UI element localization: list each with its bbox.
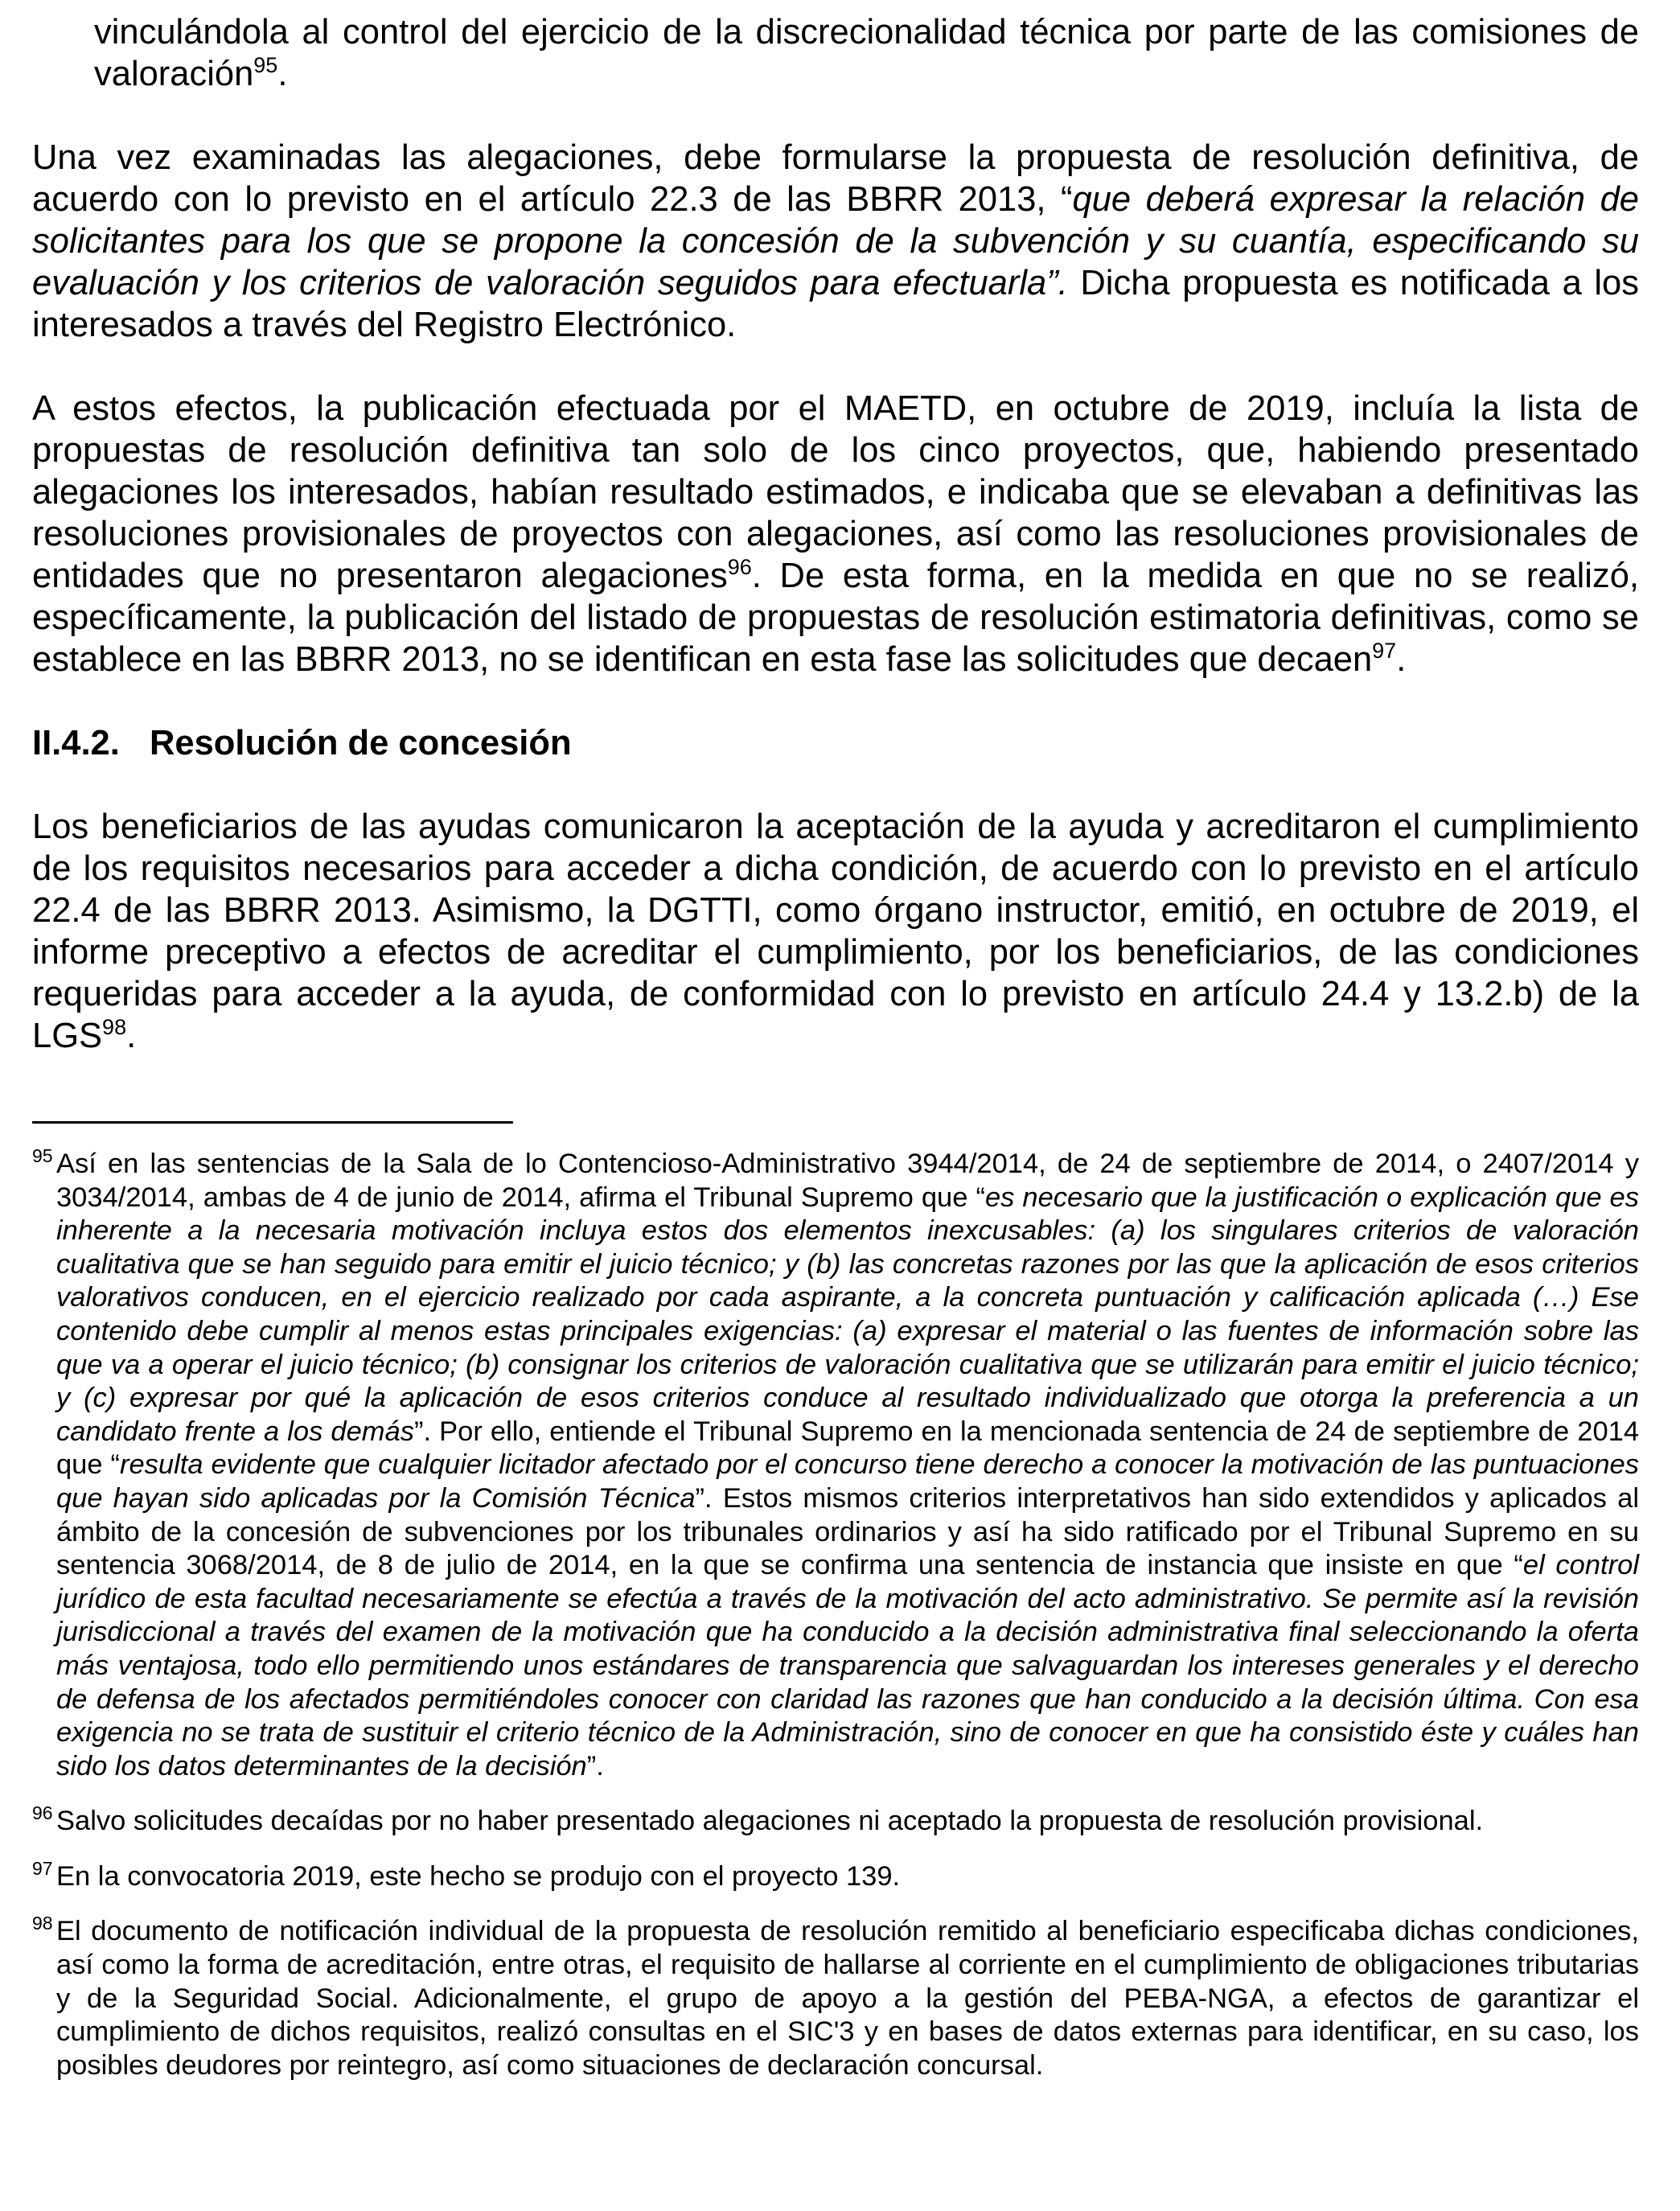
footnote-96: 96 Salvo solicitudes decaídas por no haber presentado alegaciones ni aceptado la propuesta de resolución provisional. <box>32 1802 1484 1837</box>
quote-bbrr: que deberá expresar la relación de solicitantes para los que se propone la concesión de la subvención y su cuantía, especificando su evaluación y los criterios de valoración seguidos para efectuarla”. <box>32 180 1639 302</box>
paragraph-publicacion: A estos efectos, la publicación efectuada por el MAETD, en octubre de 2019, incluía la lista de propuestas de resolución definitiva tan solo de los cinco proyectos, que, habiendo presentado alegaciones los interesados, habían resultado estimados, e indicaba que se elevaban a definitivas las resoluciones provisionales de proyectos con alegaciones, así como las resoluciones provisionales de entidades que no presentaron alegaciones$^{96}$. De esta forma, en la medida en que no se realizó, específicamente, la publicación del listado de propuestas de resolución estimatoria definitivas, como se establece en las BBRR 2013, no se identifican en esta fase las solicitudes que decaen$^{97}$. <box>32 389 1639 679</box>
footnote-98: 98 El documento de notificación individual de la propuesta de resolución remitido al beneficiario especificaba dichas condiciones, así como la forma de acreditación, entre otras, el requisito de hallarse al corriente en el cumplimiento de obligaciones tributarias y de la Seguridad Social. Adicionalmente, el grupo de apoyo a la gestión del PEBA-NGA, a efectos de garantizar el cumplimiento de dichos requisitos, realizó consultas en el SIC'3 y en bases de datos externas para identificar, en su caso, los posibles deudores por reintegro, así como situaciones de declaración concursal. <box>32 1913 1639 2081</box>
footnote-97: 97 En la convocatoria 2019, este hecho se produjo con el proyecto 139. <box>32 1857 901 1892</box>
paragraph-continuation: vinculándola al control del ejercicio de la discrecionalidad técnica por parte de las comisiones de valoración$^{95}$. <box>94 13 1639 93</box>
section-title: Resolución de concesión <box>150 724 572 762</box>
footnote-ref-95[interactable]: 95 <box>253 53 278 77</box>
section-heading <box>32 722 1639 764</box>
section-number: II.4.2. <box>32 724 120 762</box>
footnote-separator <box>32 1121 513 1124</box>
footnote-95: 95 Así en las sentencias de la Sala de lo Contencioso-Administrativo 3944/2014, de 24 de septiembre de 2014, o 2407/2014 y 3034/2014, ambas de 4 de junio de 2014, afirma el Tribunal Supremo que “es necesario que la justificación o explicación que es inherente a la necesaria motivación incluya estos dos elementos inexcusables: (a) los singulares criterios de valoración cualitativa que se han seguido para emitir el juicio técnico; y (b) las concretas razones por las que la aplicación de esos criterios valorativos conducen, en el ejercicio realizado por cada aspirante, a la concreta puntuación y calificación aplicada (…) Ese contenido debe cumplir al menos estas principales exigencias: (a) expresar el material o las fuentes de información sobre las que va a operar el juicio técnico; (b) consignar los criterios de valoración cualitativa que se utilizarán para emitir el juicio técnico; y (c) expresar por qué la aplicación de esos criterios conduce al resultado individualizado que otorga la preferencia a un candidato frente a los demás”. Por ello, entiende el Tribunal Supremo en la mencionada sentencia de 24 de septiembre de 2014 que “resulta evidente que cualquier licitador afectado por el concurso tiene derecho a conocer la motivación de las puntuaciones que hayan sido aplicadas por la Comisión Técnica”. Estos mismos criterios interpretativos han sido extendidos y aplicados al ámbito de la concesión de subvenciones por los tribunales ordinarios y así ha sido ratificado por el Tribunal Supremo en su sentencia 3068/2014, de 8 de julio de 2014, en la que se confirma una sentencia de instancia que insiste en que “el control jurídico de esta facultad necesariamente se efectúa a través de la motivación del acto administrativo. Se permite así la revisión jurisdiccional a través del examen de la motivación que ha conducido a la decisión administrativa final seleccionando la oferta más ventajosa, todo ello permitiendo unos estándares de transparencia que salvaguardan los intereses generales y el derecho de defensa de los afectados permitiéndoles conocer con claridad las razones que han conducido a la decisión última. Con esa exigencia no se trata de sustituir el criterio técnico de la Administración, sino de conocer en que ha consistido éste y cuáles han sido los datos determinantes de la decisión”. <box>32 1145 1640 1782</box>
footnote-ref-97[interactable]: 97 <box>1372 639 1397 663</box>
footnote-ref-96[interactable]: 96 <box>727 555 752 579</box>
paragraph-beneficiarios: Los beneficiarios de las ayudas comunicaron la aceptación de la ayuda y acreditaron el cumplimiento de los requisitos necesarios para acceder a dicha condición, de acuerdo con lo previsto en el artículo 22.4 de las BBRR 2013. Asimismo, la DGTTI, como órgano instructor, emitió, en octubre de 2019, el informe preceptivo a efectos de acreditar el cumplimiento, por los beneficiarios, de las condiciones requeridas para acceder a la ayuda, de conformidad con lo previsto en artículo 24.4 y 13.2.b) de la LGS$^{98}$. <box>32 808 1639 1055</box>
paragraph-alegaciones: Una vez examinadas las alegaciones, debe formularse la propuesta de resolución definitiva, de acuerdo con lo previsto en el artículo 22.3 de las BBRR 2013, “que deberá expresar la relación de solicitantes para los que se propone la concesión de la subvención y su cuantía, especificando su evaluación y los criterios de valoración seguidos para efectuarla”. Dicha propuesta es notificada a los interesados a través del Registro Electrónico. <box>32 138 1639 344</box>
footnote-ref-98[interactable]: 98 <box>102 1015 127 1039</box>
document-page <box>32 11 1639 2082</box>
